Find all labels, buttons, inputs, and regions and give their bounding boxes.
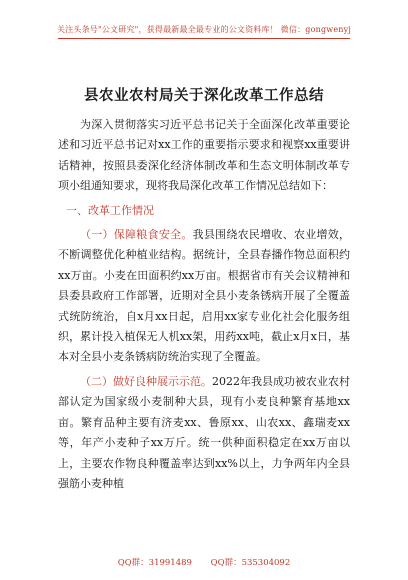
document-title: 县农业农村局关于深化改革工作总结 xyxy=(84,87,324,104)
item-text-2: 2022年我县成功被农业农村部认定为国家级小麦制种大县，现有小麦良种繁育基地xx亩。繁育品种主要有济麦xx、鲁原xx、山农xx、鑫瑞麦xx等，年产小麦种子xx万斤。统一供种面积稳定在xx万亩以上，主要农作物良种覆盖率达到xx%以上，力争两年内全县强筋小麦种植 xyxy=(58,374,350,490)
footer xyxy=(0,556,408,568)
footer-qq-1: QQ群：31991489 xyxy=(117,558,192,568)
item-paragraph-1 xyxy=(58,225,350,368)
item-heading-1: （一）保障粮食安全。 xyxy=(80,228,193,242)
promo-banner: 关注头条号"公文研究"，获得最新最全最专业的公文资料库！ 微信：gongwenyj xyxy=(56,25,352,34)
document-body xyxy=(58,115,350,494)
item-text-1: 我县围绕农民增收、农业增效，不断调整优化种植业结构。据统计，全县春播作物总面积约xx万亩。小麦在田面积约xx万亩。根据省市有关会议精神和县委县政府工作部署，近期对全县小麦条锈病开展了全覆盖式统防统治，自x月xx日起，启用xx家专业化社会化服务组织，累计投入植保无人机xx架，用药xx吨，截止x月x日，基本对全县小麦条锈病防统治实现了全覆盖。 xyxy=(58,228,350,364)
item-paragraph-2 xyxy=(58,372,350,494)
item-heading-2: （二）做好良种展示示范。 xyxy=(80,374,212,388)
intro-paragraph: 为深入贯彻落实习近平总书记关于全面深化改革重要论述和习近平总书记对xx工作的重要指示要求和视察xx重要讲话精神，按照县委深化经济体制改革和生态文明体制改革专项小组通知要求，现将我局深化改革工作情况总结如下： xyxy=(58,118,350,193)
section-heading: 一、改革工作情况 xyxy=(66,203,154,217)
footer-qq-2: QQ群：535304092 xyxy=(210,558,291,568)
banner-divider xyxy=(58,38,350,39)
